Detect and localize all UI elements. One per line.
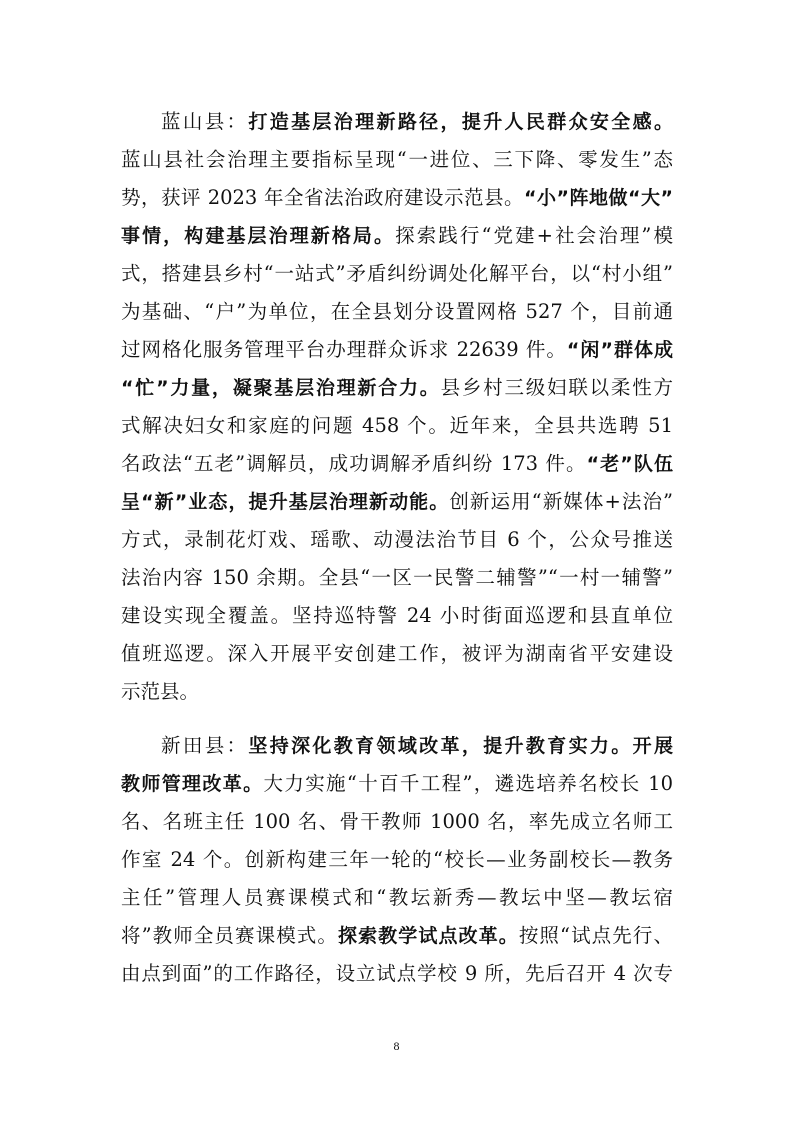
text-span: 建设实现全覆盖。坚持巡特警 24 小时街面巡逻和县直单位: [121, 604, 673, 627]
text-span: 主任”管理人员赛课模式和“教坛新秀—教坛中坚—教坛宿: [121, 886, 673, 909]
text-span: 县乡村三级妇联以柔性方: [440, 376, 673, 399]
text-span: 过网格化服务管理平台办理群众诉求 22639 件。: [121, 338, 567, 361]
text-span: 蓝山县社会治理主要指标呈现“一进位、三下降、零发生”态: [121, 148, 673, 171]
bold-text: 探索教学试点改革。: [338, 925, 519, 947]
text-span: 值班巡逻。深入开展平安创建工作，被评为湖南省平安建设: [121, 642, 673, 665]
text-line: [121, 674, 673, 710]
text-line: [121, 294, 673, 330]
text-span: 名政法“五老”调解员，成功调解矛盾纠纷 173 件。: [121, 452, 587, 475]
text-span: 示范县。: [121, 680, 200, 703]
bold-text: 打造基层治理新路径，提升人民群众安全感。: [248, 111, 673, 133]
text-span: 作室 24 个。创新构建三年一轮的“校长—业务副校长—教务: [121, 848, 673, 871]
bold-text: “小”阵地做“大”: [524, 187, 674, 209]
text-line: [121, 218, 673, 254]
text-span: 名、名班主任 100 名、骨干教师 1000 名，率先成立名师工: [121, 810, 673, 833]
bold-text: “老”队伍: [586, 453, 673, 475]
text-line: [161, 728, 673, 764]
text-span: 新田县：: [161, 734, 249, 757]
text-span: 式，搭建县乡村“一站式”矛盾纠纷调处化解平台，以“村小组”: [121, 262, 673, 285]
text-line: [121, 446, 673, 482]
text-line: [121, 598, 673, 634]
text-span: 法治内容 150 余期。全县“一区一民警二辅警”“一村一辅警”: [121, 566, 673, 589]
text-line: [121, 484, 673, 520]
text-line: [121, 918, 673, 954]
bold-text: “闲”群体成: [566, 339, 673, 361]
text-line: [121, 370, 673, 406]
text-span: 蓝山县：: [161, 110, 249, 133]
text-line: [121, 522, 673, 558]
text-line: [121, 880, 673, 916]
bold-text: 教师管理改革。: [121, 773, 264, 795]
text-span: 创新运用“新媒体+法治”: [449, 490, 673, 513]
bold-text: 事情，构建基层治理新格局。: [121, 225, 396, 247]
text-line: [121, 560, 673, 596]
text-span: 势，获评 2023 年全省法治政府建设示范县。: [121, 186, 525, 209]
text-line: [121, 142, 673, 178]
bold-text: 呈“新”业态，提升基层治理新动能。: [121, 491, 450, 513]
text-line: [121, 804, 673, 840]
page-number: 8: [393, 1039, 400, 1053]
text-span: 由点到面”的工作路径，设立试点学校 9 所，先后召开 4 次专: [121, 962, 673, 985]
text-line: [121, 766, 673, 802]
text-span: 方式，录制花灯戏、瑶歌、动漫法治节目 6 个，公众号推送: [121, 528, 673, 551]
text-line: [121, 956, 673, 992]
text-line: [121, 842, 673, 878]
text-span: 式解决妇女和家庭的问题 458 个。近年来，全县共选聘 51: [121, 414, 673, 437]
text-span: 按照“试点先行、: [518, 924, 673, 947]
bold-text: 坚持深化教育领域改革，提升教育实力。开展: [248, 735, 673, 757]
text-line: [161, 104, 673, 140]
text-span: 将”教师全员赛课模式。: [121, 924, 338, 947]
text-line: [121, 636, 673, 672]
text-span: 探索践行“党建+社会治理”模: [395, 224, 673, 247]
text-line: [121, 408, 673, 444]
text-line: [121, 256, 673, 292]
bold-text: “忙”力量，凝聚基层治理新合力。: [121, 377, 441, 399]
text-span: 为基础、“户”为单位，在全县划分设置网格 527 个，目前通: [121, 300, 673, 323]
text-span: 大力实施“十百千工程”，遴选培养名校长 10: [263, 772, 673, 795]
text-line: [121, 180, 673, 216]
text-line: [121, 332, 673, 368]
